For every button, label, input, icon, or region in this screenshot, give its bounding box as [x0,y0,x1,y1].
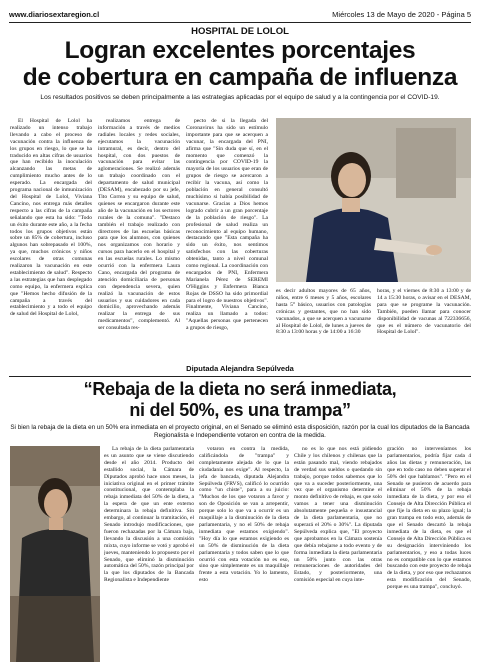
story1-column-2: realizamos entrega de información a través de medios radiales locales y redes sociales, ejecutamos la vacunación intramural, es decir, dentro del hospital, con dos puestos de vacunación para evitar las aglomeraciones. Se realizó además un trabajo coordinado con el departamento de salud municipal (DESAM), encabezado por su jefe, Tito Correa y su equipo de salud, quienes se encargaron durante este año de la vacunación en los sectores rurales de la comuna". "Destaco también el trabajo realizado con directores de las escuelas básicas para que los alumnos, con quienes nos organizamos con horario y cursos para hacerlo en el hospital y en las escuelas rurales. Lo mismo ocurrió con la enfermera Laura Cano, encargada del programa de atención domiciliaria de personas con dependencia severa, quien realizó la vacunación de estos usuarios y sus cuidadores en cada domicilio, aprovechando además realizar la entrega de sus medicamentos", complementó. Al ser consultada res- [98,118,180,332]
story2-column-3: no es lo que nos está pidiendo Chile y los chilenos y chilenas que la están pasando mal, viendo rebajados de verdad sus sueldos o quedando sin trabajo, porque todos sabemos que lo que va a suceder posteriormente, una vez que el organismo determine el monto definitivo de rebaja, es que solo vamos a tener una disminución absolutamente pequeña e insustancial de la dieta parlamentaria, que no superará el 20% o 30%". La diputada Sepúlveda explica que, "El proyecto que aprobamos en la Cámara sostenía que debía rebajarse a todo evento y de forma inmediata la dieta parlamentaria un 50% junto con las otras remuneraciones de autoridades del Estado, y posteriormente, una comisión especial en cuya inte- [294,446,382,584]
header-rule [9,22,471,23]
story2-headline-line2: ni del 50%, es una trampa” [129,400,351,420]
story2-kicker: Diputada Alejandra Sepúlveda [186,364,294,373]
story1-column-1: El Hospital de Lolol ha realizado un intenso trabajo llevando a cabo el proceso de vacunación contra la influenza de los grupos en riesgo, lo que se ha traducido en altas cifras de usuarios que han recibido la inoculación alcanzando las metas de cumplimiento mucho antes de lo esperado. La encargada del programa nacional de inmunización del Hospital de Lolol, Viviana Cancino, nos entrega más detalles respecto a las cifras de la campaña señalando que esta ha sido: "Todo un éxito durante este año, a la fecha todos los grupos objetivos están sobre un 85% de cobertura, incluso algunos han sobrepasado el 100%, ya que, muchos crónicos y niños escolares de otras comunas realizaron la vacunación en este establecimiento de salud". Respecto a las estrategias que han desplegado como equipo, la enfermera explica que "Hemos hecho difusión de la campaña a través del establecimiento y a todo el equipo de salud del Hospital de Lolol, [10,118,92,318]
story2-headline-line1: “Rebaja de la dieta no será inmediata, [83,379,397,399]
story1-photo [276,118,471,282]
story1-column-4: es decir adultos mayores de 65 años, niños, entre 6 meses y 5 años, escolares hasta 5° básico, usuarios con patologías crónicas y gestantes, que no han sido vacunados, a que se acerquen a vacunarse al Hospital de Lolol, de lunes a jueves de 8:30 a 13:00 horas y de 14:00 a 16:30 [276,288,371,336]
story2-headline [8,379,472,421]
story2-column-1: La rebaja de la dieta parlamentaria es un asunto que se viene discutiendo desde el año 2014. Producto del estallido social, la Cámara de Diputados aprobó hace unos meses, la iniciativa original en el primer trámite constitucional, que contemplaba la rebaja inmediata del 50% de la dieta, a la espera de que un ente externo determinara la rebaja definitiva. Sin embargo, al continuar la tramitación, el Senado introdujo modificaciones, que fueron rechazadas por la Cámara baja, llevando la discusión a una comisión mixta, cuyo informe se votó y aprobó el jueves, manteniendo lo propuesto por el Senado, que eliminó la disminución automática del 50%, razón principal por la que los diputados de la Bancada Regionalista e Independiente [104,446,194,584]
story1-headline-line1: Logran excelentes porcentajes [64,37,416,64]
story1-headline-line2: de cobertura en campaña de influenza [22,64,458,91]
story2-column-2: votaron en contra la medida, calificándola de "trampa" y completamente alejada de lo que la ciudadanía nos exige". Al respecto, la jefa de bancada, diputada Alejandra Sepúlveda (FRVS), calificó lo ocurrido como "un chiste", para a su juicio: "Muchos de los que votaron a favor y son de Oposición se van a arrepentir, porque solo lo que va a ocurrir es un maquillaje a la disminución de la dieta parlamentaria, y no el 50% de rebaja inmediata que estamos exigiendo". "Hoy día lo que estamos exigiendo es un 50% de disminución de la dieta parlamentaria y todos saben que lo que ocurrió con esta votación no es eso, sino que simplemente es un maquillaje frente a esta votación. Yo lo lamento, esto [199,446,289,584]
story1-kicker: HOSPITAL DE LOLOL [191,26,289,37]
story2-column-4: gración no interveníamos los parlamentarios, podría fijar cada 4 años las dietas y remuneración, las que en todo caso no deben superar el 50% del que hablamos". "Pero en el Senado se pusieron de acuerdo para eliminar el 50% de la rebaja inmediata de la dieta, y por eso el Consejo de Alta Dirección Pública el que fije la dieta en su plazo igual; la gran trampa en todo esto, además de que el Senado descartó la rebaja inmediata de la dieta, es que el Consejo de Alta Dirección Pública es su designación interviniendo los parlamentarios, y eso a todas luces no es compatible con lo que estamos buscando con este proyecto de rebaja de la dieta, y por eso que rechazamos esta modificación del Senado, porque es una trampa", concluyó. [387,446,471,591]
story2-photo [10,446,100,662]
site-url[interactable]: www.diariosextaregion.cl [9,9,100,19]
story1-headline [8,37,472,91]
issue-date: Miércoles 13 de Mayo de 2020 - Página 5 [332,9,471,19]
story2-dek: Si bien la rebaja de la dieta en un 50% era inmediata en el proyecto original, en el Senado se eliminó esta disposición, razón por la cual los diputados de la Bancada Regionalista e Independiente votaron en contra de la medida. [10,424,470,439]
story2-rule [9,376,471,377]
page-header [9,8,471,20]
story1-column-3: pecto de si la llegada del Coronavirus ha sido un estímulo importante para que se acerquen a vacunar, la encargada del PNI, afirma que "Sin duda que sí, en el momento que comenzó la contingencia por COVID-19 la mayoría de los usuarios que eran de grupos de riesgo se acercaron a recibir la vacuna, así como la población en general consultó muchísimo si había posibilidad de vacunarse. Gracias a Dios hemos logrado cubrir a un gran porcentaje de la población de riesgo". La profesional de salud realiza un reconocimiento al equipo humano, destacando que "Esta campaña ha sido un éxito, nos sentimos satisfechos con las coberturas obtenidas, tanto a nivel comunal como regional. La coordinación con encargados de PNI, Enfermera Marianela Pérez de SEREMI O'Higgins y Enfermera Bianca Rojas de DSSO ha sido primordial para el logro de nuestros objetivos". Finalmente, Viviana Cancino, realiza un llamado a todos: "Aquellas personas que pertenecen a grupos de riesgo, [186,118,268,332]
story1-dek: Los resultados positivos se deben principalmente a las estrategias aplicadas por el equipo de salud y a la contingencia por el COVID-19. [40,94,440,101]
story1-column-5: horas, y el viernes de 8:30 a 13:00 y de 14 a 15:30 horas, o avisar en el DESAM, para que se programe la vacunación. También, pueden llamar para conocer disponibilidad de vacunas al 722336656, que es el número de vacunatorio del Hospital de Lolol". [377,288,471,336]
